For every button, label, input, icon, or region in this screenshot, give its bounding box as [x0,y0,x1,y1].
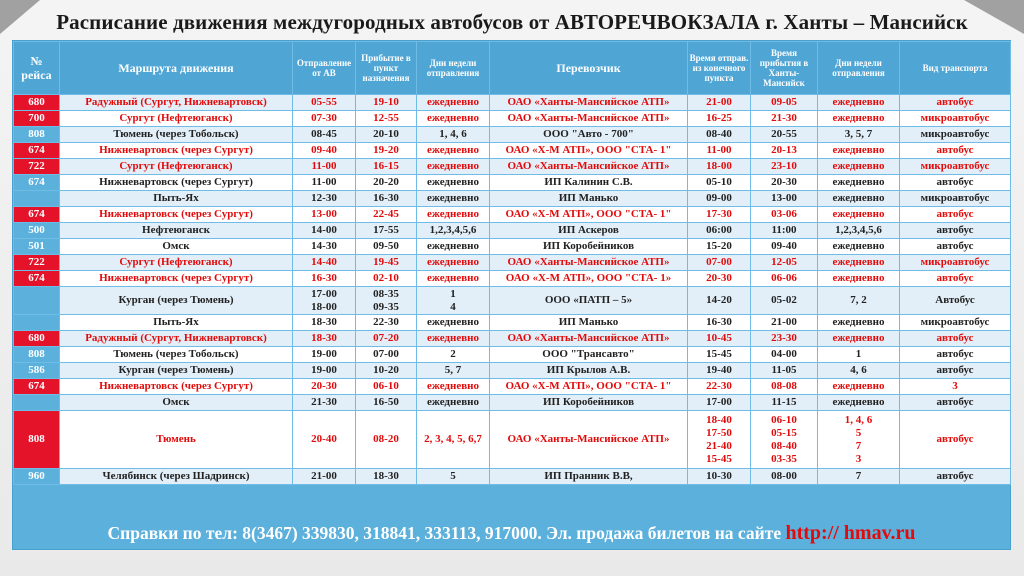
arrival-time: 19-20 [356,143,417,159]
transport-type: 3 [900,379,1011,395]
departure-time: 18-30 [293,331,356,347]
table-row [14,223,1011,239]
return-departure-time: 07-00 [688,255,751,271]
return-arrival-time: 06-06 [751,271,818,287]
departure-time: 11-00 [293,175,356,191]
carrier-name: ИП Аскеров [490,223,688,239]
return-days-line: 3 [855,452,862,465]
departure-time: 14-00 [293,223,356,239]
return-days: 7 [818,469,900,485]
departure-time: 11-00 [293,159,356,175]
return-days: 1 [818,347,900,363]
return-arrival-time: 03-06 [751,207,818,223]
carrier-name: ИП Пранник В.В, [490,469,688,485]
header-num: № рейса [14,42,60,95]
departure-days: ежедневно [417,175,490,191]
transport-type: автобус [900,223,1011,239]
route-name: Нефтеюганск [60,223,293,239]
carrier-name: ИП Калинин С.В. [490,175,688,191]
departure-days: ежедневно [417,395,490,411]
return-departure-time: 14-20 [688,287,751,315]
return-days: 7, 2 [818,287,900,315]
arrival-time: 19-10 [356,95,417,111]
carrier-name: ОАО «Ханты-Мансийское АТП» [490,411,688,469]
arrival-time: 20-20 [356,175,417,191]
departure-days: ежедневно [417,143,490,159]
carrier-name: ООО «ПАТП – 5» [490,287,688,315]
return-arrival-time: 09-40 [751,239,818,255]
departure-days: ежедневно [417,379,490,395]
arrival-time: 22-30 [356,315,417,331]
route-name: Нижневартовск (через Сургут) [60,207,293,223]
arrival-time: 22-45 [356,207,417,223]
transport-type: автобус [900,347,1011,363]
departure-time: 19-00 [293,363,356,379]
departure-days: ежедневно [417,331,490,347]
return-departure-time: 16-30 [688,315,751,331]
trip-number: 674 [14,175,60,191]
return-days: ежедневно [818,159,900,175]
trip-number: 674 [14,271,60,287]
header-return-days: Дни недели отправления [818,42,900,95]
arrival-time: 20-10 [356,127,417,143]
return-arrival-time: 21-30 [751,111,818,127]
carrier-name: ОАО «Ханты-Мансийское АТП» [490,255,688,271]
departure-days: ежедневно [417,159,490,175]
return-days: ежедневно [818,207,900,223]
transport-type: автобус [900,331,1011,347]
departure-days: 2 [417,347,490,363]
arrival-time-line: 08-35 [373,287,399,300]
route-name: Тюмень [60,411,293,469]
return-departure-time: 17-00 [688,395,751,411]
departure-time: 18-30 [293,315,356,331]
return-departure-time: 18-00 [688,159,751,175]
return-days: ежедневно [818,315,900,331]
transport-type: автобус [900,239,1011,255]
transport-type: автобус [900,175,1011,191]
return-departure-time: 15-45 [688,347,751,363]
return-days: ежедневно [818,111,900,127]
table-row [14,363,1011,379]
return-departure-time: 15-20 [688,239,751,255]
route-name: Омск [60,395,293,411]
transport-type: микроавтобус [900,191,1011,207]
return-arrival-time: 08-08 [751,379,818,395]
trip-number: 501 [14,239,60,255]
table-row [14,127,1011,143]
transport-type: микроавтобус [900,127,1011,143]
return-departure-time: 19-40 [688,363,751,379]
departure-time: 08-45 [293,127,356,143]
departure-days: 1,2,3,4,5,6 [417,223,490,239]
table-row [14,331,1011,347]
return-days: ежедневно [818,239,900,255]
carrier-name: ООО "Трансавто" [490,347,688,363]
arrival-time: 08-20 [356,411,417,469]
return-departure-time: 05-10 [688,175,751,191]
route-name: Челябинск (через Шадринск) [60,469,293,485]
arrival-time-line: 09-35 [373,300,399,313]
return-departure-time: 10-45 [688,331,751,347]
route-name: Сургут (Нефтеюганск) [60,159,293,175]
footer-phone-text: Справки по тел: 8(3467) 339830, 318841, 333113, 917000. Эл. продажа билетов на сайте [107,523,782,543]
carrier-name: ОАО «Х-М АТП», ООО "СТА- 1» [490,271,688,287]
route-name: Сургут (Нефтеюганск) [60,111,293,127]
route-name: Тюмень (через Тобольск) [60,347,293,363]
return-days: ежедневно [818,175,900,191]
arrival-time: 19-45 [356,255,417,271]
header-departure: Отправление от АВ [293,42,356,95]
transport-type: автобус [900,395,1011,411]
arrival-time: 17-55 [356,223,417,239]
arrival-time: 18-30 [356,469,417,485]
arrival-time: 10-20 [356,363,417,379]
header-return-arrival: Время прибытия в Ханты-Мансийск [751,42,818,95]
return-departure-time: 09-00 [688,191,751,207]
trip-number: 680 [14,331,60,347]
page-title: Расписание движения междугородных автобусов от АВТОРЕЧВОКЗАЛА г. Ханты – Мансийск [56,10,968,34]
trip-number: 586 [14,363,60,379]
trip-number: 680 [14,95,60,111]
carrier-name: ИП Крылов А.В. [490,363,688,379]
transport-type: микроавтобус [900,315,1011,331]
return-arrival-time: 11:00 [751,223,818,239]
departure-time: 12-30 [293,191,356,207]
route-name: Омск [60,239,293,255]
return-departure-time-line: 17-50 [706,426,732,439]
return-arrival-time: 23-10 [751,159,818,175]
route-name: Сургут (Нефтеюганск) [60,255,293,271]
departure-days: 2, 3, 4, 5, 6,7 [417,411,490,469]
trip-number [14,287,60,315]
trip-number [14,395,60,411]
departure-days: 1, 4, 6 [417,127,490,143]
return-days: ежедневно [818,255,900,271]
departure-days: 5, 7 [417,363,490,379]
trip-number: 674 [14,207,60,223]
departure-time: 07-30 [293,111,356,127]
arrival-time: 16-15 [356,159,417,175]
transport-type: автобус [900,363,1011,379]
return-arrival-time: 20-13 [751,143,818,159]
trip-number: 808 [14,127,60,143]
return-arrival-time: 11-15 [751,395,818,411]
route-name: Радужный (Сургут, Нижневартовск) [60,95,293,111]
route-name: Нижневартовск (через Сургут) [60,271,293,287]
arrival-time: 07-00 [356,347,417,363]
route-name: Нижневартовск (через Сургут) [60,379,293,395]
trip-number: 674 [14,143,60,159]
return-departure-time-line: 18-40 [706,413,732,426]
transport-type: автобус [900,207,1011,223]
return-days: ежедневно [818,143,900,159]
return-arrival-time: 11-05 [751,363,818,379]
return-departure-time: 06:00 [688,223,751,239]
return-arrival-time-line: 08-40 [771,439,797,452]
route-name: Курган (через Тюмень) [60,363,293,379]
departure-days: 5 [417,469,490,485]
trip-number: 500 [14,223,60,239]
carrier-name: ОАО «Ханты-Мансийское АТП» [490,111,688,127]
table-row [14,411,1011,469]
carrier-name: ОАО «Х-М АТП», ООО "СТА- 1" [490,207,688,223]
departure-time: 14-30 [293,239,356,255]
return-days-line: 1, 4, 6 [844,413,873,426]
return-days: ежедневно [818,395,900,411]
route-name: Радужный (Сургут, Нижневартовск) [60,331,293,347]
departure-time: 21-30 [293,395,356,411]
trip-number: 960 [14,469,60,485]
arrival-time: 02-10 [356,271,417,287]
return-arrival-time: 09-05 [751,95,818,111]
departure-days: ежедневно [417,271,490,287]
departure-days: ежедневно [417,239,490,255]
route-name: Нижневартовск (через Сургут) [60,143,293,159]
trip-number: 700 [14,111,60,127]
departure-time: 05-55 [293,95,356,111]
return-arrival-time [751,411,818,469]
footer-info [13,518,1010,549]
departure-days [417,287,490,315]
departure-time: 19-00 [293,347,356,363]
table-row [14,95,1011,111]
trip-number: 722 [14,255,60,271]
table-row [14,271,1011,287]
route-name: Пыть-Ях [60,315,293,331]
carrier-name: ИП Манько [490,315,688,331]
trip-number [14,315,60,331]
route-name: Нижневартовск (через Сургут) [60,175,293,191]
return-arrival-time-line: 05-15 [771,426,797,439]
departure-days-line: 4 [450,300,456,313]
trip-number: 808 [14,411,60,469]
carrier-name: ООО "Авто - 700" [490,127,688,143]
table-row [14,315,1011,331]
trip-number: 722 [14,159,60,175]
carrier-name: ИП Коробейников [490,239,688,255]
return-departure-time: 08-40 [688,127,751,143]
return-arrival-time: 05-02 [751,287,818,315]
header-days: Дни недели отправления [417,42,490,95]
carrier-name: ОАО «Ханты-Мансийское АТП» [490,331,688,347]
departure-days-line: 1 [450,287,456,300]
carrier-name: ОАО «Х-М АТП», ООО "СТА- 1" [490,379,688,395]
transport-type: автобус [900,469,1011,485]
arrival-time: 16-50 [356,395,417,411]
return-days: 1,2,3,4,5,6 [818,223,900,239]
carrier-name: ИП Манько [490,191,688,207]
transport-type: автобус [900,95,1011,111]
table-row [14,255,1011,271]
arrival-time: 16-30 [356,191,417,207]
trip-number [14,191,60,207]
return-departure-time: 22-30 [688,379,751,395]
return-days: ежедневно [818,191,900,207]
carrier-name: ОАО «Ханты-Мансийское АТП» [490,95,688,111]
return-days: ежедневно [818,331,900,347]
return-days: ежедневно [818,379,900,395]
return-departure-time-line: 15-45 [706,452,732,465]
table-row [14,111,1011,127]
departure-days: ежедневно [417,207,490,223]
transport-type: автобус [900,271,1011,287]
return-arrival-time: 12-05 [751,255,818,271]
table-row [14,469,1011,485]
header-transport: Вид транспорта [900,42,1011,95]
header-carrier: Перевозчик [490,42,688,95]
return-days [818,411,900,469]
departure-days: ежедневно [417,315,490,331]
route-name: Тюмень (через Тобольск) [60,127,293,143]
departure-time: 16-30 [293,271,356,287]
return-days: 3, 5, 7 [818,127,900,143]
arrival-time: 12-55 [356,111,417,127]
return-arrival-time: 13-00 [751,191,818,207]
departure-time: 20-40 [293,411,356,469]
transport-type: микроавтобус [900,159,1011,175]
return-departure-time: 11-00 [688,143,751,159]
schedule-panel [12,40,1011,550]
return-departure-time: 21-00 [688,95,751,111]
table-row [14,287,1011,315]
departure-time: 13-00 [293,207,356,223]
return-arrival-time-line: 03-35 [771,452,797,465]
return-arrival-time: 20-30 [751,175,818,191]
header-route: Маршрута движения [60,42,293,95]
header-return-departure: Время отправ. из конечного пункта [688,42,751,95]
table-row [14,175,1011,191]
footer-site-link[interactable]: http:// hmav.ru [785,522,916,544]
return-departure-time-line: 21-40 [706,439,732,452]
table-row [14,207,1011,223]
schedule-table [13,41,1011,485]
header-arrival: Прибытие в пункт назначения [356,42,417,95]
return-arrival-time: 21-00 [751,315,818,331]
departure-time-line: 18-00 [311,300,337,313]
trip-number: 808 [14,347,60,363]
return-arrival-time: 08-00 [751,469,818,485]
transport-type: микроавтобус [900,255,1011,271]
return-departure-time: 20-30 [688,271,751,287]
table-row [14,159,1011,175]
return-arrival-time: 23-30 [751,331,818,347]
arrival-time [356,287,417,315]
table-row [14,347,1011,363]
table-header-row [14,42,1011,95]
table-row [14,379,1011,395]
return-departure-time: 10-30 [688,469,751,485]
table-row [14,395,1011,411]
carrier-name: ИП Коробейников [490,395,688,411]
departure-time: 20-30 [293,379,356,395]
return-departure-time [688,411,751,469]
return-days: ежедневно [818,95,900,111]
return-days: 4, 6 [818,363,900,379]
return-arrival-time: 04-00 [751,347,818,363]
departure-time: 21-00 [293,469,356,485]
route-name: Пыть-Ях [60,191,293,207]
transport-type: автобус [900,143,1011,159]
transport-type: автобус [900,411,1011,469]
departure-days: ежедневно [417,111,490,127]
return-departure-time: 16-25 [688,111,751,127]
transport-type: Автобус [900,287,1011,315]
route-name: Курган (через Тюмень) [60,287,293,315]
table-row [14,143,1011,159]
transport-type: микроавтобус [900,111,1011,127]
departure-time [293,287,356,315]
departure-time: 09-40 [293,143,356,159]
trip-number: 674 [14,379,60,395]
return-arrival-time-line: 06-10 [771,413,797,426]
return-days-line: 7 [855,439,862,452]
departure-days: ежедневно [417,95,490,111]
arrival-time: 06-10 [356,379,417,395]
departure-time-line: 17-00 [311,287,337,300]
departure-time: 14-40 [293,255,356,271]
departure-days: ежедневно [417,191,490,207]
arrival-time: 09-50 [356,239,417,255]
carrier-name: ОАО «Х-М АТП», ООО "СТА- 1" [490,143,688,159]
return-days-line: 5 [855,426,862,439]
departure-days: ежедневно [417,255,490,271]
arrival-time: 07-20 [356,331,417,347]
table-row [14,239,1011,255]
return-arrival-time: 20-55 [751,127,818,143]
return-days: ежедневно [818,271,900,287]
table-row [14,191,1011,207]
return-departure-time: 17-30 [688,207,751,223]
carrier-name: ОАО «Ханты-Мансийское АТП» [490,159,688,175]
